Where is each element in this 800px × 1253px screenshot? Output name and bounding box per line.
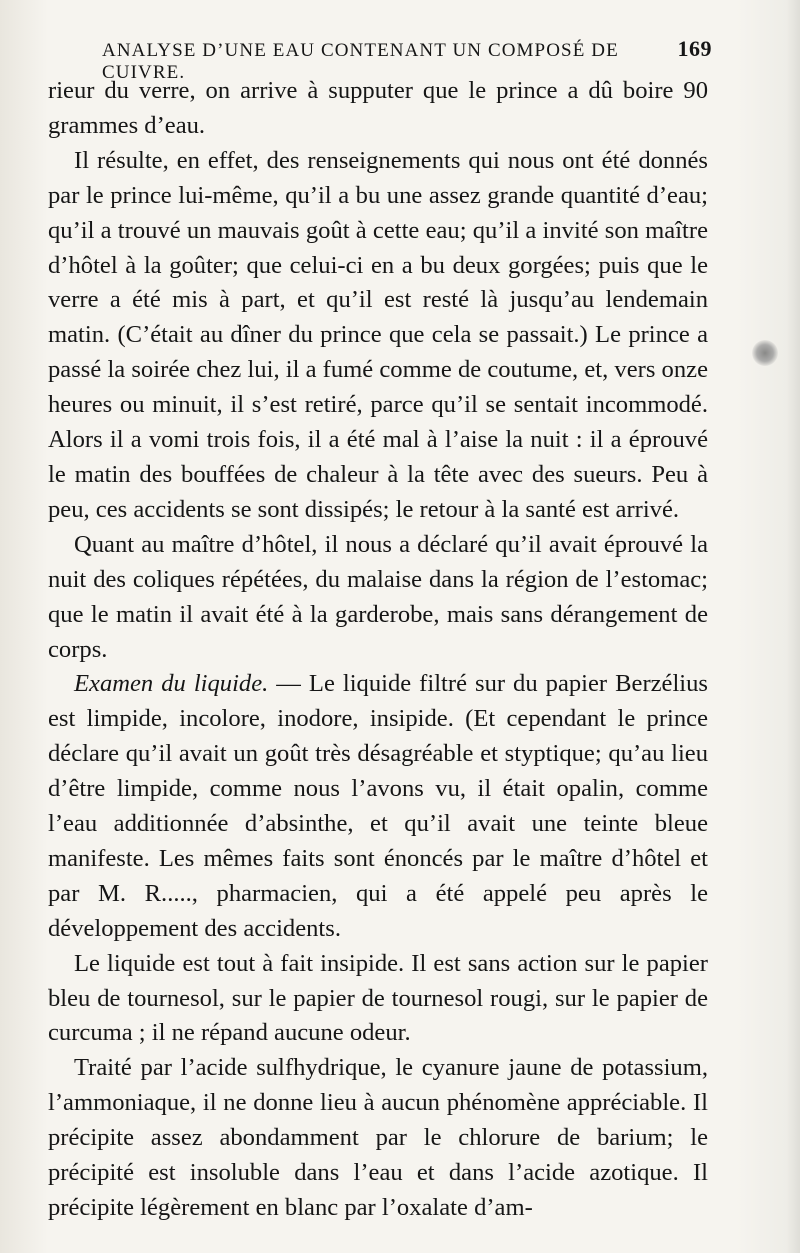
paragraph-2: Il résulte, en effet, des renseignements qui nous ont été donnés par le prince lui-même, qu’il a bu une assez grande quantité d’eau; qu’il a trouvé un mauvais goût à cette eau; qu’il a invité son maître d’hôtel à la goûter; que celui-ci en a bu deux gorgées; puis que le verre a été mis à part, et qu’il est resté là jusqu’au lendemain matin. (C’était au dîner du prince que cela se passait.) Le prince a passé la soirée chez lui, il a fumé comme de coutume, et, vers onze heures ou minuit, il s’est retiré, parce qu’il se sentait incommodé. Alors il a vomi trois fois, il a été mal à l’aise la nuit : il a éprouvé le matin des bouffées de chaleur à la tête avec des sueurs. Peu à peu, ces accidents se sont dissipés; le retour à la santé est arrivé. xyxy=(48,146,708,523)
paragraph-4-text: — Le liquide filtré sur du papier Berzélius est limpide, incolore, inodore, insipide. (Et cependant le prince déclare qu’il avait un goût très désagréable et styptique; qu’au lieu d’être limpide, comme nous l’avons vu, il était opalin, comme l’eau additionnée d’absinthe, et qu’il avait une teinte bleue manifeste. Les mêmes faits sont énoncés par le maître d’hôtel et par M. R....., pharmacien, qui a été appelé peu après le développement des accidents. xyxy=(48,670,709,942)
paragraph-6: Traité par l’acide sulfhydrique, le cyanure jaune de potassium, l’ammoniaque, il ne donne lieu à aucun phénomène appréciable. Il précipite assez abondamment par le chlorure de barium; le précipité est insoluble dans l’eau et dans l’acide azotique. Il précipite légèrement en blanc par l’oxalate d’am- xyxy=(48,1054,708,1221)
page-header xyxy=(102,36,712,83)
running-head: ANALYSE D’UNE EAU CONTENANT UN COMPOSÉ DE CUIVRE. xyxy=(102,40,619,83)
body-text xyxy=(48,74,708,1226)
paragraph-3: Quant au maître d’hôtel, il nous a déclaré qu’il avait éprouvé la nuit des coliques répétées, du malaise dans la région de l’estomac; que le matin il avait été à la garderobe, mais sans dérangement de corps. xyxy=(48,530,708,663)
section-lead: Examen du liquide. xyxy=(74,670,269,698)
paragraph-1: rieur du verre, on arrive à supputer que le prince a dû boire 90 grammes d’eau. xyxy=(48,77,708,139)
page-edge-shadow xyxy=(786,0,800,1253)
page-number: 169 xyxy=(677,36,712,61)
paragraph-5: Le liquide est tout à fait insipide. Il est sans action sur le papier bleu de tournesol, sur le papier de tournesol rougi, sur le papier de curcuma ; il ne répand aucune odeur. xyxy=(48,949,708,1047)
paragraph-4 xyxy=(48,667,708,946)
ink-stain xyxy=(752,340,778,366)
